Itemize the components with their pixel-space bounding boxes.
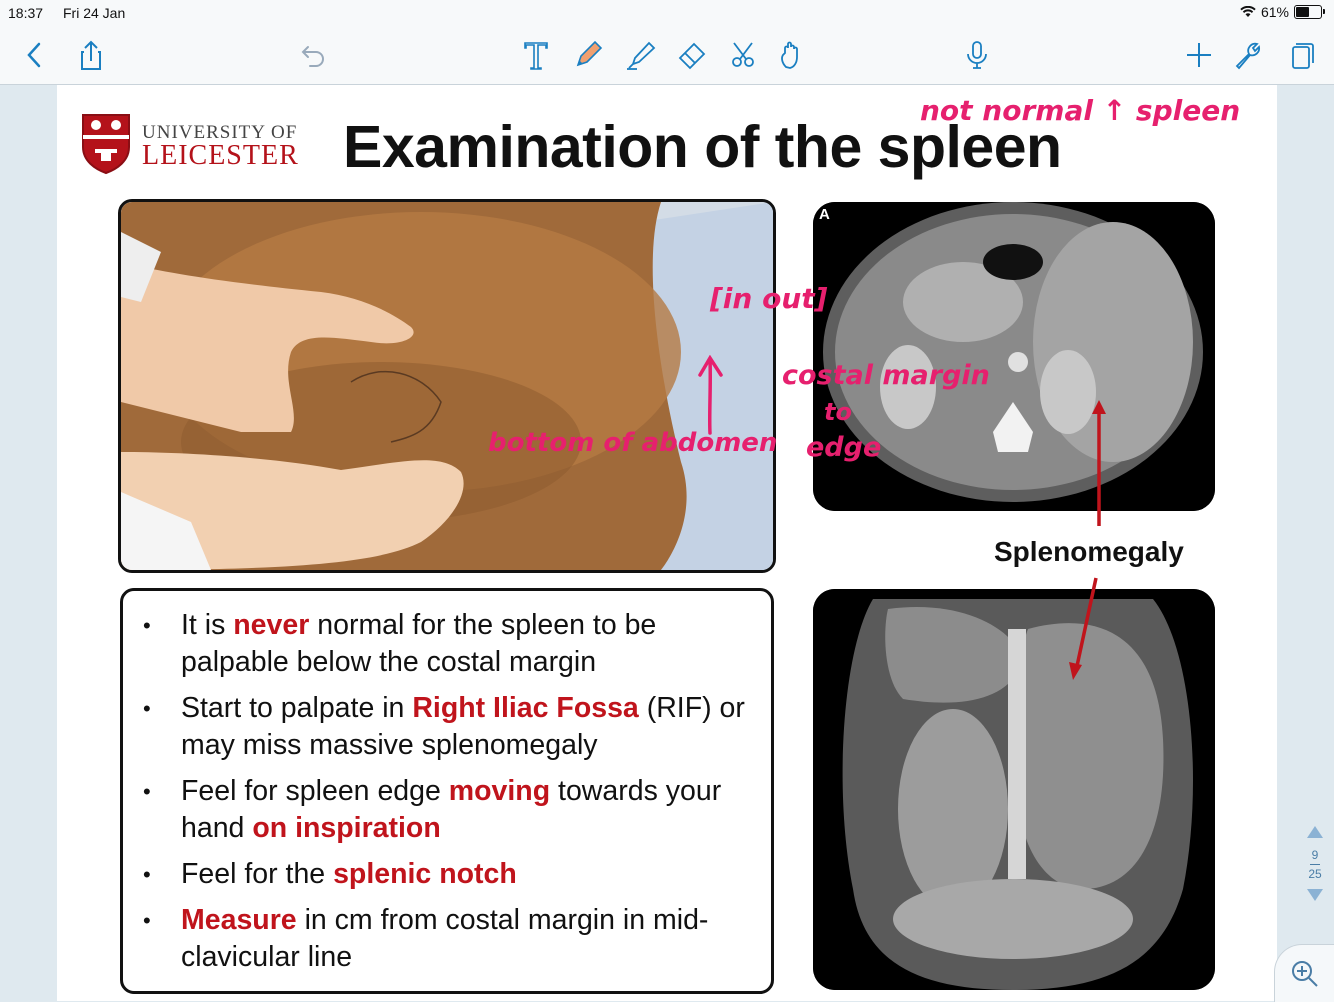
- key-points-box: [120, 588, 774, 994]
- page-down-icon[interactable]: [1305, 887, 1325, 903]
- key-point-item: [123, 690, 755, 764]
- emphasis-text: Measure: [181, 904, 297, 936]
- university-name-line1: UNIVERSITY OF: [142, 122, 298, 143]
- bullet-text: Feel for spleen edge: [181, 775, 449, 807]
- arrow-down-to-spleen: [1069, 578, 1096, 680]
- handwritten-note-not-normal: not normal ↑ spleen: [920, 94, 1241, 127]
- emphasis-text: Right Iliac Fossa: [412, 692, 639, 724]
- emphasis-text: on inspiration: [252, 812, 441, 844]
- bullet-text: Feel for the: [181, 858, 334, 890]
- handwritten-note-edge: edge: [806, 432, 882, 463]
- handwritten-note-bottom-abdomen: bottom of abdomen: [488, 428, 778, 458]
- key-point-item: [123, 773, 755, 847]
- key-point-item: [123, 856, 755, 893]
- current-page: 9: [1311, 848, 1319, 862]
- emphasis-text: splenic notch: [333, 858, 517, 890]
- page-divider: [1310, 864, 1320, 865]
- battery-percent: 61%: [1260, 4, 1289, 20]
- zoom-in-icon: [1290, 959, 1320, 989]
- handwritten-note-in-out: [in out]: [710, 282, 828, 315]
- total-pages: 25: [1308, 867, 1322, 881]
- university-name-line2: LEICESTER: [142, 140, 299, 171]
- handwritten-arrow-up: [694, 355, 726, 435]
- key-point-item: [123, 902, 755, 976]
- splenomegaly-caption: Splenomegaly: [994, 536, 1184, 567]
- bullet-text: It is: [181, 609, 234, 641]
- clock: 18:37: [8, 5, 44, 21]
- handwritten-note-costal-margin: costal margin: [782, 360, 990, 391]
- slide-title: Examination of the spleen: [343, 114, 1062, 180]
- bullet-text: in cm from costal margin in mid-clavicular line: [181, 904, 709, 973]
- emphasis-text: never: [233, 609, 310, 641]
- key-points-list: [123, 591, 771, 976]
- handwritten-note-to: to: [824, 398, 852, 426]
- page-up-icon[interactable]: [1305, 824, 1325, 840]
- date: Fri 24 Jan: [63, 5, 126, 21]
- emphasis-text: moving: [448, 775, 551, 807]
- page-indicator: [1302, 824, 1328, 916]
- ct-panel-label: A: [819, 206, 830, 223]
- zoom-button[interactable]: [1274, 944, 1334, 1002]
- bullet-text: (RIF) or may miss massive splenomegaly: [181, 692, 745, 761]
- arrow-up-to-spleen: [1092, 400, 1106, 526]
- bullet-text: normal for the spleen to be palpable below the costal margin: [181, 609, 657, 678]
- bullet-text: Start to palpate in: [181, 692, 413, 724]
- key-point-item: [123, 607, 755, 681]
- bullet-text: towards your hand: [181, 775, 722, 844]
